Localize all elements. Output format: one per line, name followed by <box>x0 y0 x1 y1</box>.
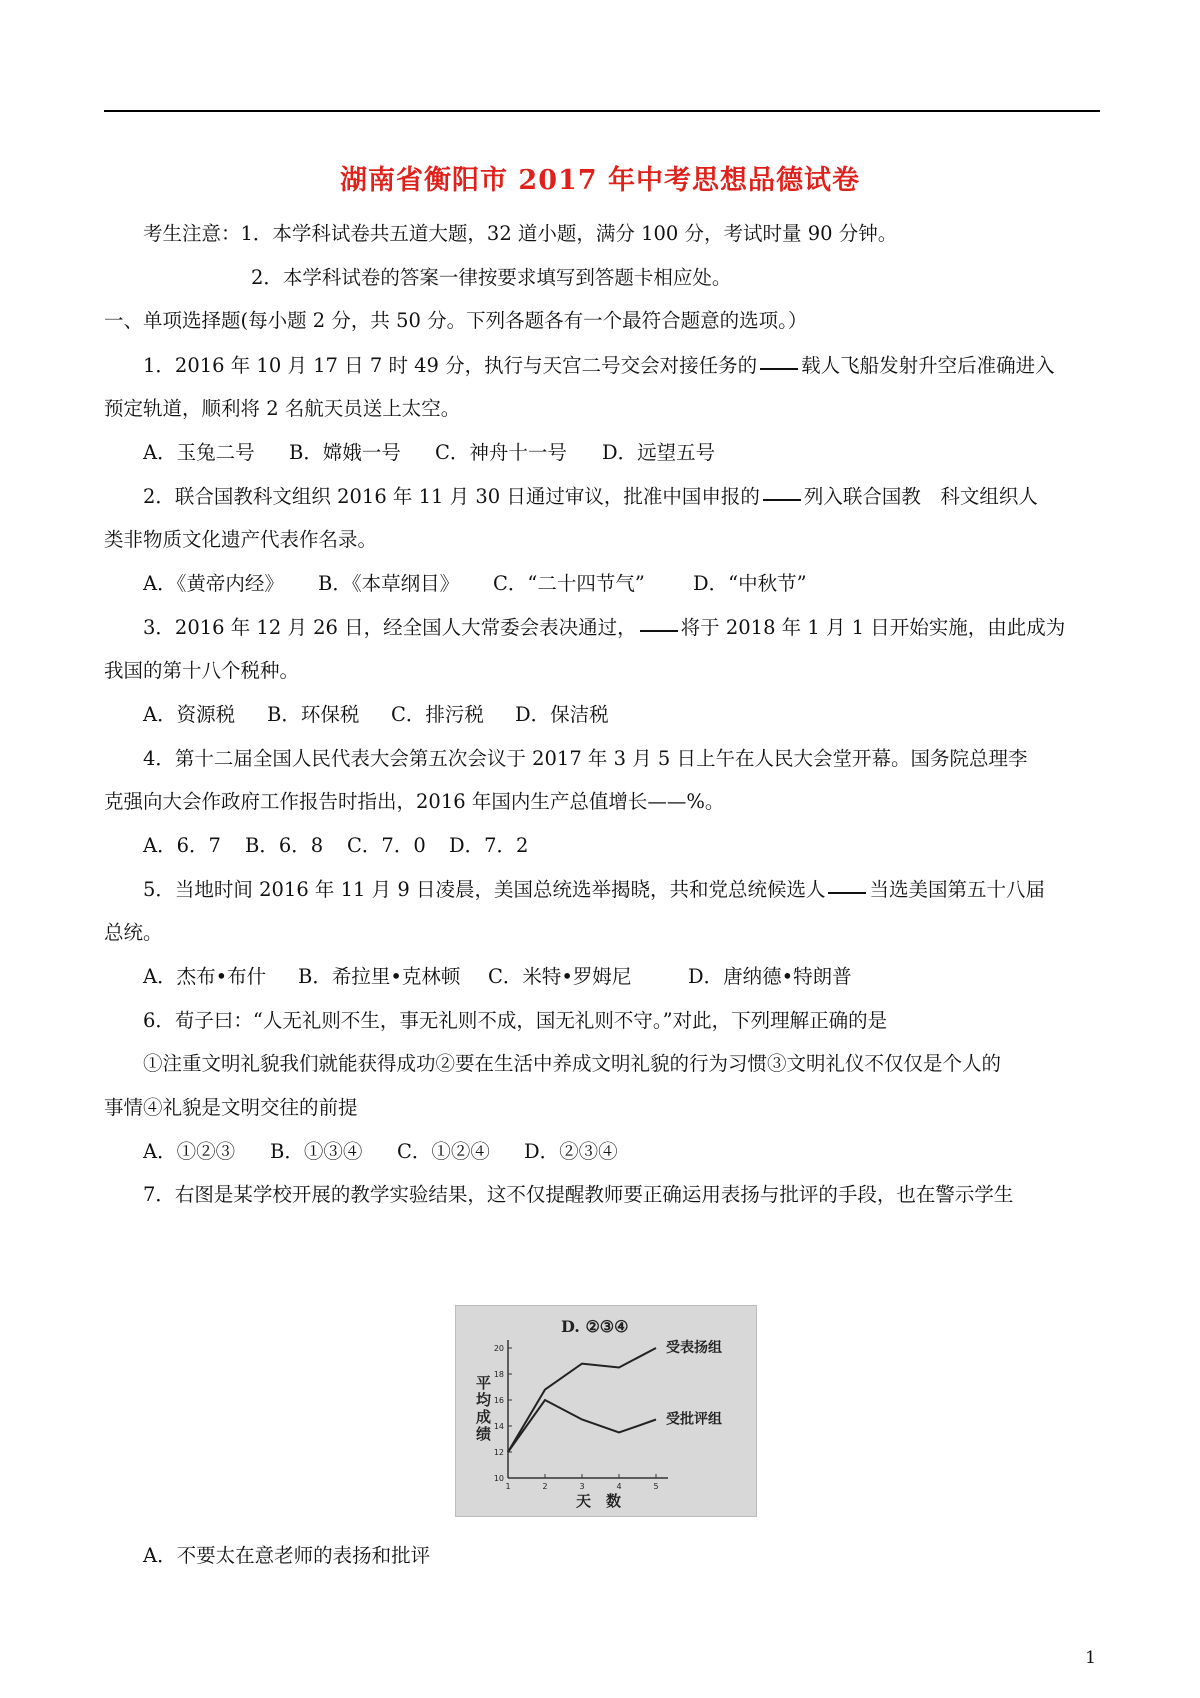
question-2-options <box>143 568 807 596</box>
series-line-2 <box>508 1400 656 1452</box>
option-d: D．“中秋节” <box>693 572 807 595</box>
question-6-statements-cont: 事情④礼貌是文明交往的前提 <box>104 1096 358 1119</box>
question-5-cont: 总统。 <box>104 921 163 944</box>
option-c: C．米特•罗姆尼 <box>488 965 632 988</box>
y-tick-label: 20 <box>493 1344 504 1353</box>
y-axis-label-char: 均 <box>476 1391 492 1409</box>
series-line-1 <box>508 1348 656 1452</box>
question-5 <box>143 874 1045 902</box>
question-text: 载人飞船发射升空后准确进入 <box>801 354 1055 377</box>
question-2-cont: 类非物质文化遗产代表作名录。 <box>104 528 378 551</box>
y-axis-label-char: 平 <box>476 1374 492 1392</box>
y-tick-label: 14 <box>493 1422 504 1431</box>
y-axis-label-char: 成 <box>476 1408 492 1426</box>
option-d: D．唐纳德•特朗普 <box>688 965 852 988</box>
question-text: 2．联合国教科文组织 2016 年 11 月 30 日通过审议，批准中国申报的 <box>143 485 760 508</box>
option-a: A．6．7 <box>143 834 221 857</box>
answer-blank <box>760 366 798 370</box>
line-chart <box>456 1306 756 1516</box>
option-a: A．①②③ <box>143 1140 236 1163</box>
y-tick-label: 12 <box>493 1448 504 1457</box>
option-c: C．①②④ <box>397 1140 490 1163</box>
answer-blank <box>763 497 801 501</box>
question-7: 7．右图是某学校开展的教学实验结果，这不仅提醒教师要正确运用表扬与批评的手段，也在警示学生 <box>143 1183 1014 1206</box>
experiment-chart <box>455 1305 757 1517</box>
y-tick-label: 18 <box>493 1370 504 1379</box>
question-4-cont: 克强向大会作政府工作报告时指出，2016 年国内生产总值增长——%。 <box>104 790 725 813</box>
page-number: 1 <box>1085 1648 1096 1668</box>
option-d: D．7．2 <box>449 834 529 857</box>
question-text: 当选美国第五十八届 <box>869 878 1045 901</box>
option-c: C．神舟十一号 <box>435 441 567 464</box>
question-1-options <box>143 437 715 465</box>
option-b: B．嫦娥一号 <box>289 441 401 464</box>
notice-line-2: 2．本学科试卷的答案一律按要求填写到答题卡相应处。 <box>251 266 732 289</box>
header-rule <box>104 110 1100 112</box>
notice-line-1: 考生注意：1．本学科试卷共五道大题，32 道小题，满分 100 分，考试时量 90 分钟。 <box>143 222 898 245</box>
page-title: 湖南省衡阳市 2017 年中考思想品德试卷 <box>340 165 860 196</box>
y-axis-label-char: 绩 <box>476 1425 492 1443</box>
question-text: 3．2016 年 12 月 26 日，经全国人大常委会表决通过， <box>143 616 637 639</box>
question-3 <box>143 612 1065 640</box>
question-5-options <box>143 961 852 989</box>
option-d: D．②③④ <box>524 1140 618 1163</box>
question-text: 将于 2018 年 1 月 1 日开始实施，由此成为 <box>680 616 1066 639</box>
y-tick-label: 10 <box>493 1474 504 1483</box>
chart-top-text: D. ②③④ <box>561 1317 629 1336</box>
question-text: 列入联合国教 科文组织人 <box>803 485 1038 508</box>
question-6: 6．荀子曰：“人无礼则不生，事无礼则不成，国无礼则不守。”对此，下列理解正确的是 <box>143 1009 888 1032</box>
question-3-cont: 我国的第十八个税种。 <box>104 659 300 682</box>
answer-blank <box>640 628 678 632</box>
option-a: A．《黄帝内经》 <box>143 572 284 595</box>
question-2 <box>143 481 1038 509</box>
question-1 <box>143 350 1055 378</box>
question-1-cont: 预定轨道，顺利将 2 名航天员送上太空。 <box>104 397 461 420</box>
question-6-statements: ①注重文明礼貌我们就能获得成功②要在生活中养成文明礼貌的行为习惯③文明礼仪不仅仅是个人的 <box>143 1052 1002 1075</box>
x-tick-label: 3 <box>579 1482 585 1491</box>
option-b: B．6．8 <box>245 834 324 857</box>
question-6-options <box>143 1136 618 1164</box>
option-a: A．资源税 <box>143 703 236 726</box>
question-4: 4．第十二届全国人民代表大会第五次会议于 2017 年 3 月 5 日上午在人民大会堂开幕。国务院总理李 <box>143 747 1028 770</box>
y-tick-label: 16 <box>493 1396 504 1405</box>
option-b: B．《本草纲目》 <box>318 572 460 595</box>
option-d: D．保洁税 <box>515 703 609 726</box>
section-heading: 一、单项选择题(每小题 2 分，共 50 分。下列各题各有一个最符合题意的选项。） <box>104 309 808 332</box>
option-b: B．环保税 <box>267 703 360 726</box>
question-text: 5．当地时间 2016 年 11 月 9 日凌晨，美国总统选举揭晓，共和党总统候选人 <box>143 878 826 901</box>
option-b: B．希拉里•克林顿 <box>298 965 461 988</box>
x-axis-label: 天 数 <box>576 1492 622 1510</box>
option-b: B．①③④ <box>270 1140 363 1163</box>
series-label: 受表扬组 <box>666 1340 722 1356</box>
option-a: A．玉兔二号 <box>143 441 255 464</box>
option-c: C．排污税 <box>391 703 484 726</box>
question-7-option-a: A．不要太在意老师的表扬和批评 <box>143 1544 431 1567</box>
question-3-options <box>143 699 609 727</box>
option-c: C．“二十四节气” <box>493 572 645 595</box>
option-d: D．远望五号 <box>602 441 716 464</box>
question-4-options <box>143 830 528 858</box>
series-label: 受批评组 <box>666 1411 722 1428</box>
x-tick-label: 5 <box>653 1482 659 1491</box>
x-tick-label: 1 <box>505 1482 511 1491</box>
x-tick-label: 4 <box>616 1482 622 1491</box>
x-tick-label: 2 <box>542 1482 548 1491</box>
question-text: 1．2016 年 10 月 17 日 7 时 49 分，执行与天宫二号交会对接任务的 <box>143 354 758 377</box>
answer-blank <box>828 890 866 894</box>
option-a: A．杰布•布什 <box>143 965 267 988</box>
option-c: C．7．0 <box>347 834 426 857</box>
